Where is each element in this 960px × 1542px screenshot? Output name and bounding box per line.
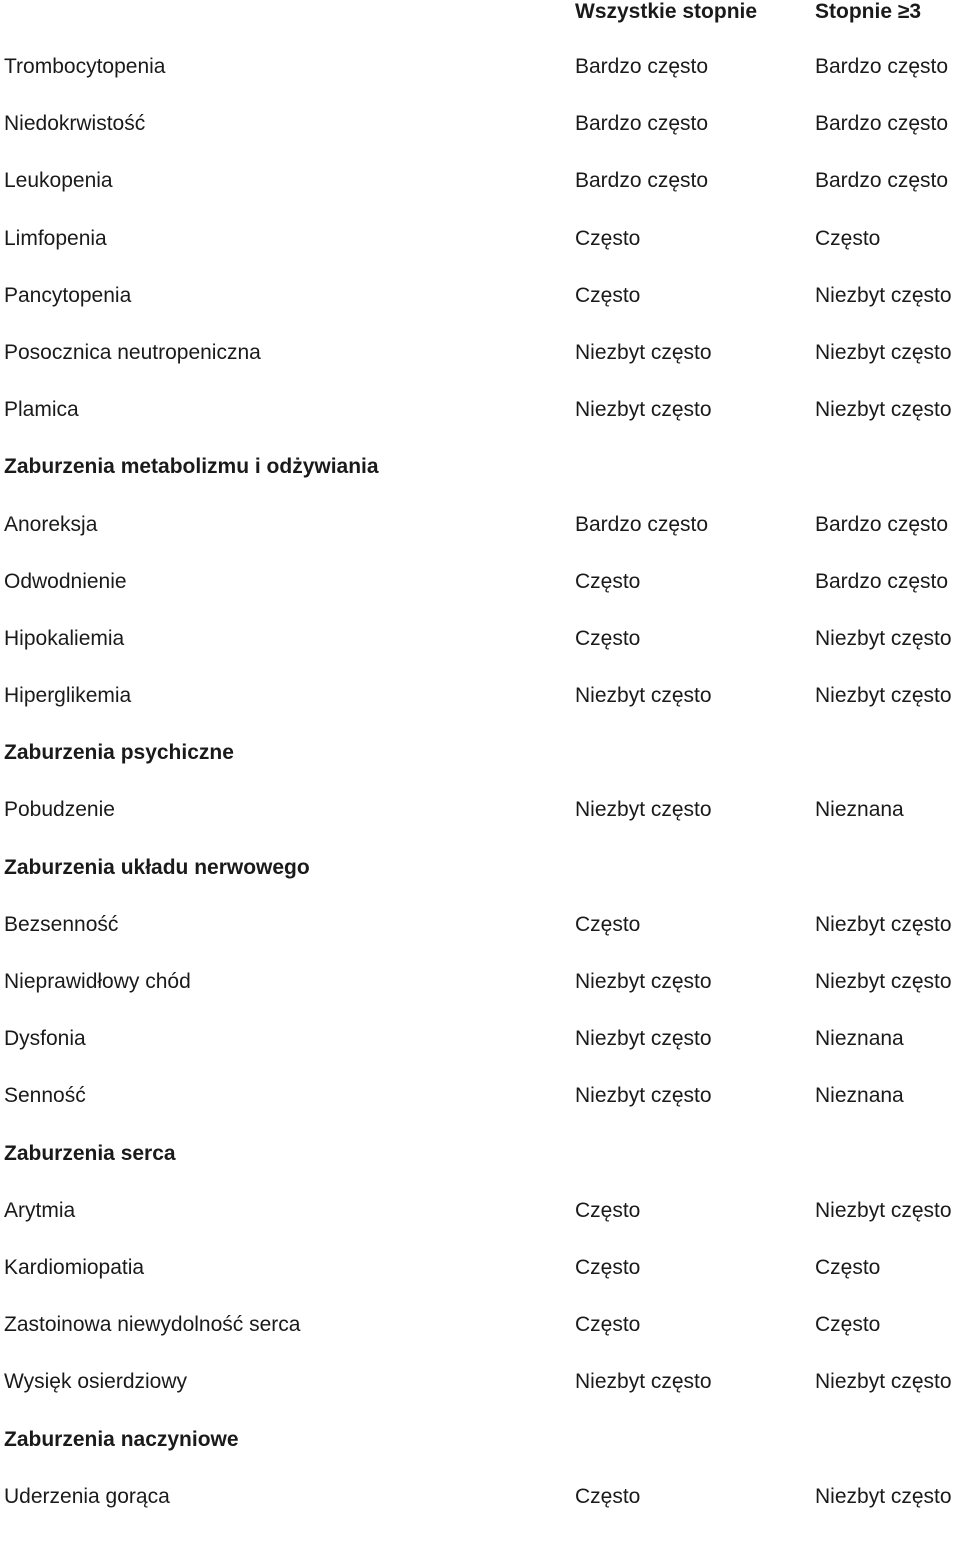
frequency-all-grades: Bardzo często xyxy=(575,112,709,136)
frequency-grade-3-plus: Niezbyt często xyxy=(815,1198,952,1222)
reaction-name: Arytmia xyxy=(4,1198,76,1222)
reaction-name: Pobudzenie xyxy=(4,798,115,822)
table-row xyxy=(0,970,960,1027)
frequency-all-grades: Niezbyt często xyxy=(575,340,712,364)
table-row xyxy=(0,112,960,169)
frequency-all-grades: Niezbyt często xyxy=(575,1370,712,1394)
frequency-all-grades: Często xyxy=(575,1255,641,1279)
reaction-name: Senność xyxy=(4,1084,86,1108)
table-row xyxy=(0,684,960,741)
table-row xyxy=(0,1256,960,1313)
frequency-grade-3-plus: Niezbyt często xyxy=(815,398,952,422)
reaction-name: Bezsenność xyxy=(4,912,119,936)
reaction-name: Hiperglikemia xyxy=(4,684,132,708)
frequency-grade-3-plus: Bardzo często xyxy=(815,512,949,536)
reaction-name: Niedokrwistość xyxy=(4,112,146,136)
reaction-name: Odwodnienie xyxy=(4,569,127,593)
table-row xyxy=(0,513,960,570)
frequency-all-grades: Często xyxy=(575,912,641,936)
table-body xyxy=(0,55,960,1542)
frequency-all-grades: Często xyxy=(575,226,641,250)
frequency-grade-3-plus: Niezbyt często xyxy=(815,1370,952,1394)
frequency-all-grades: Często xyxy=(575,1198,641,1222)
frequency-all-grades: Często xyxy=(575,569,641,593)
table-header xyxy=(0,0,960,55)
frequency-grade-3-plus: Często xyxy=(815,226,881,250)
table-row xyxy=(0,798,960,855)
reaction-name: Zastoinowa niewydolność serca xyxy=(4,1313,301,1337)
frequency-all-grades: Często xyxy=(575,626,641,650)
frequency-grade-3-plus: Niezbyt często xyxy=(815,970,952,993)
table-row xyxy=(0,1027,960,1084)
section-title: Zaburzenia serca xyxy=(4,1141,176,1165)
header-all-grades: Wszystkie stopnie xyxy=(575,0,758,23)
frequency-all-grades: Często xyxy=(575,1484,641,1508)
table-row xyxy=(0,1313,960,1370)
table-row xyxy=(0,341,960,398)
frequency-grade-3-plus: Bardzo często xyxy=(815,112,949,136)
section-title: Zaburzenia naczyniowe xyxy=(4,1427,239,1451)
frequency-grade-3-plus: Bardzo często xyxy=(815,55,949,78)
table-row xyxy=(0,284,960,341)
section-header-row xyxy=(0,856,960,913)
table-row xyxy=(0,1370,960,1427)
reaction-name: Uderzenia gorąca xyxy=(4,1484,170,1508)
frequency-all-grades: Bardzo często xyxy=(575,512,709,536)
reaction-name: Pancytopenia xyxy=(4,283,132,307)
section-header-row xyxy=(0,455,960,512)
table-row xyxy=(0,169,960,226)
frequency-grade-3-plus: Bardzo często xyxy=(815,169,949,193)
frequency-all-grades: Niezbyt często xyxy=(575,398,712,422)
frequency-grade-3-plus: Nieznana xyxy=(815,1027,904,1051)
frequency-all-grades: Często xyxy=(575,283,641,307)
table-row xyxy=(0,227,960,284)
section-title: Zaburzenia układu nerwowego xyxy=(4,855,310,879)
header-grade-3-plus: Stopnie ≥3 xyxy=(815,0,922,23)
frequency-grade-3-plus: Niezbyt często xyxy=(815,1484,952,1508)
reaction-name: Posocznica neutropeniczna xyxy=(4,340,261,364)
reaction-name: Hipokaliemia xyxy=(4,626,125,650)
reaction-name: Anoreksja xyxy=(4,512,98,536)
table-row xyxy=(0,627,960,684)
table-row xyxy=(0,55,960,112)
section-title: Zaburzenia psychiczne xyxy=(4,741,234,765)
table-row xyxy=(0,1485,960,1542)
frequency-all-grades: Niezbyt często xyxy=(575,1084,712,1108)
frequency-grade-3-plus: Niezbyt często xyxy=(815,912,952,936)
section-header-row xyxy=(0,1142,960,1199)
reaction-name: Limfopenia xyxy=(4,226,107,250)
section-header-row xyxy=(0,741,960,798)
reaction-name: Plamica xyxy=(4,398,79,422)
frequency-grade-3-plus: Nieznana xyxy=(815,798,904,822)
frequency-grade-3-plus: Często xyxy=(815,1313,881,1337)
reaction-name: Leukopenia xyxy=(4,169,113,193)
table-row xyxy=(0,1199,960,1256)
reaction-name: Nieprawidłowy chód xyxy=(4,970,191,993)
table-row xyxy=(0,398,960,455)
reaction-name: Dysfonia xyxy=(4,1027,86,1051)
frequency-grade-3-plus: Niezbyt często xyxy=(815,340,952,364)
reaction-name: Wysięk osierdziowy xyxy=(4,1370,188,1394)
frequency-grade-3-plus: Nieznana xyxy=(815,1084,904,1108)
frequency-all-grades: Bardzo często xyxy=(575,55,709,78)
section-title: Zaburzenia metabolizmu i odżywiania xyxy=(4,455,379,479)
table-row xyxy=(0,570,960,627)
reaction-name: Kardiomiopatia xyxy=(4,1255,145,1279)
frequency-grade-3-plus: Niezbyt często xyxy=(815,283,952,307)
frequency-grade-3-plus: Często xyxy=(815,1255,881,1279)
table-row xyxy=(0,913,960,970)
reaction-name: Trombocytopenia xyxy=(4,55,166,78)
frequency-all-grades: Bardzo często xyxy=(575,169,709,193)
frequency-all-grades: Niezbyt często xyxy=(575,684,712,708)
section-header-row xyxy=(0,1428,960,1485)
frequency-grade-3-plus: Niezbyt często xyxy=(815,626,952,650)
frequency-grade-3-plus: Niezbyt często xyxy=(815,684,952,708)
frequency-all-grades: Niezbyt często xyxy=(575,970,712,993)
frequency-all-grades: Często xyxy=(575,1313,641,1337)
table-row xyxy=(0,1084,960,1141)
frequency-all-grades: Niezbyt często xyxy=(575,798,712,822)
frequency-all-grades: Niezbyt często xyxy=(575,1027,712,1051)
frequency-grade-3-plus: Bardzo często xyxy=(815,569,949,593)
